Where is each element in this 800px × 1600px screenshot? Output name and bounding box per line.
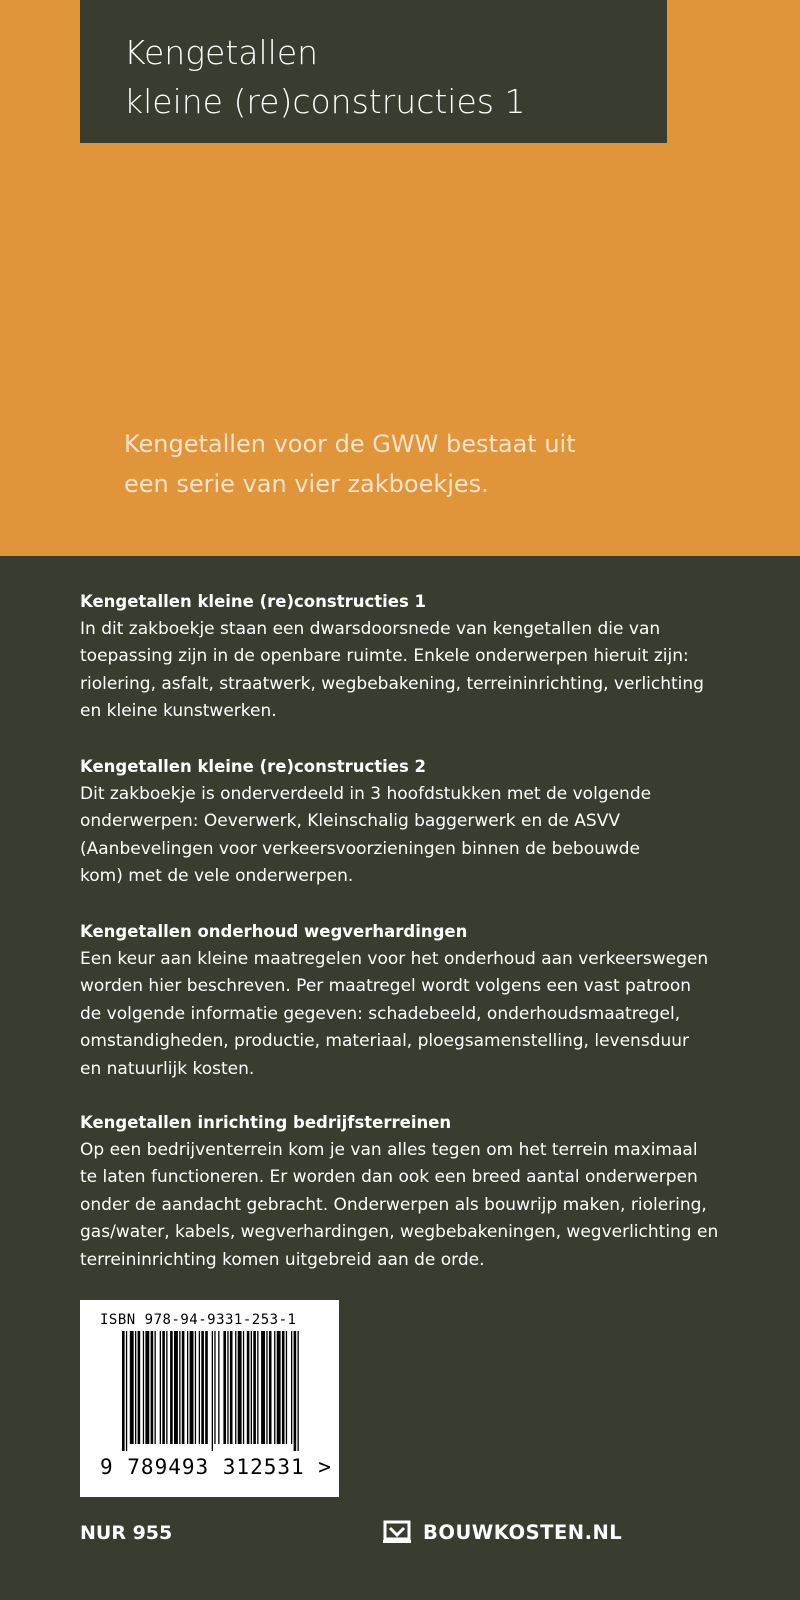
section-line: omstandigheden, productie, materiaal, ploegsamenstelling, levensduur	[80, 1031, 690, 1051]
section-line: kom) met de vele onderwerpen.	[80, 866, 354, 886]
section-line: onder de aandacht gebracht. Onderwerpen als bouwrijp maken, riolering,	[80, 1194, 707, 1215]
tagline-line-2: een serie van vier zakboekjes.	[124, 470, 489, 498]
barcode-bar	[238, 1331, 242, 1444]
barcode-bar	[294, 1331, 297, 1451]
barcode-bar	[135, 1331, 136, 1444]
section-line: terreininrichting komen uitgebreid aan de orde.	[80, 1249, 485, 1270]
barcode-bar	[235, 1331, 236, 1444]
section-heading: Kengetallen kleine (re)constructies 2	[80, 757, 427, 776]
barcode-bar	[160, 1331, 161, 1444]
section-heading: Kengetallen kleine (re)constructies 1	[80, 592, 427, 611]
barcode-bar	[266, 1331, 267, 1444]
barcode-bar	[212, 1331, 213, 1451]
barcode-bar	[214, 1331, 215, 1444]
section-line: en kleine kunstwerken.	[80, 701, 277, 721]
barcode-bar	[166, 1331, 167, 1444]
barcode-bar	[247, 1331, 250, 1444]
barcode-bar	[223, 1331, 226, 1444]
section-line: toepassing zijn in de openbare ruimte. Enkele onderwerpen hieruit zijn:	[80, 646, 689, 666]
section-line: gas/water, kabels, wegverhardingen, wegbebakeningen, wegverlichting en	[80, 1222, 719, 1242]
barcode-bar	[298, 1331, 299, 1451]
barcode-bar	[179, 1331, 180, 1444]
barcode-bar	[145, 1331, 149, 1444]
barcode-bar	[291, 1331, 292, 1444]
brand-name: BOUWKOSTEN.NL	[423, 1520, 623, 1544]
nur-code: NUR 955	[80, 1522, 173, 1544]
section-line: te laten functioneren. Er worden dan ook een breed aantal onderwerpen	[80, 1167, 698, 1187]
section-line: Op een bedrijventerrein kom je van alles tegen om het terrein maximaal	[80, 1139, 698, 1160]
barcode-bar	[126, 1331, 127, 1451]
barcode-bar	[269, 1331, 272, 1444]
section-kleine-reconstructies-2	[80, 753, 780, 891]
barcode-bar	[274, 1331, 275, 1444]
barcode-bar	[286, 1331, 287, 1444]
barcode-bar	[151, 1331, 154, 1444]
barcode-bar	[201, 1331, 204, 1444]
section-line: worden hier beschreven. Per maatregel wordt volgens een vast patroon	[80, 976, 692, 996]
barcode-bar	[170, 1331, 173, 1444]
isbn-barcode	[80, 1300, 339, 1497]
barcode-bar	[122, 1331, 125, 1451]
barcode-bar	[130, 1331, 134, 1444]
section-line: Dit zakboekje is onderverdeeld in 3 hoofdstukken met de volgende	[80, 783, 652, 804]
section-line: In dit zakboekje staan een dwarsdoorsnede van kengetallen die van	[80, 618, 661, 639]
publisher-brand	[383, 1520, 622, 1544]
barcode-bar	[253, 1331, 256, 1444]
section-heading: Kengetallen inrichting bedrijfsterreinen	[80, 1113, 452, 1132]
section-inrichting-bedrijfsterreinen	[80, 1109, 780, 1274]
barcode-bar	[230, 1331, 233, 1444]
section-heading: Kengetallen onderhoud wegverhardingen	[80, 922, 468, 941]
section-line: riolering, asfalt, straatwerk, wegbebakening, terreininrichting, verlichting	[80, 673, 704, 694]
barcode-bar	[162, 1331, 165, 1444]
section-line: en natuurlijk kosten.	[80, 1058, 255, 1079]
barcode-bar	[182, 1331, 185, 1444]
title-line-2: kleine (re)constructies 1	[124, 82, 526, 121]
barcode-bar	[218, 1331, 219, 1444]
barcode-bar	[174, 1331, 178, 1444]
barcode-bar	[261, 1331, 265, 1444]
barcode-bar	[257, 1331, 258, 1444]
tagline-line-1: Kengetallen voor de GWW bestaat uit	[124, 430, 576, 458]
section-onderhoud-wegverhardingen	[80, 918, 780, 1083]
bouwkosten-logo-icon	[383, 1520, 411, 1544]
barcode-bar	[205, 1331, 208, 1444]
barcode-bar	[195, 1331, 196, 1444]
barcode-bar	[277, 1331, 281, 1444]
barcode-bar	[243, 1331, 244, 1444]
barcode-bar	[190, 1331, 194, 1444]
section-line: Een keur aan kleine maatregelen voor het onderhoud aan verkeerswegen	[80, 948, 709, 969]
barcode-bar	[143, 1331, 144, 1444]
barcode-bar	[251, 1331, 252, 1444]
barcode-bar	[227, 1331, 228, 1444]
barcode-bar	[187, 1331, 188, 1444]
section-line: de volgende informatie gegeven: schadebeeld, onderhoudsmaatregel,	[80, 1003, 681, 1024]
barcode-bar	[155, 1331, 156, 1444]
title-box	[80, 0, 667, 143]
barcode-bars	[122, 1331, 302, 1451]
tagline	[124, 424, 724, 504]
title-line-1: Kengetallen	[124, 33, 319, 72]
barcode-bar	[138, 1331, 141, 1444]
section-line: onderwerpen: Oeverwerk, Kleinschalig baggerwerk en de ASVV	[80, 811, 620, 831]
isbn-label: ISBN 978-94-9331-253-1	[100, 1312, 297, 1328]
barcode-digits: 9 789493 312531 >	[100, 1455, 332, 1479]
barcode-bar	[199, 1331, 200, 1444]
barcode-bar	[282, 1331, 285, 1444]
section-line: (Aanbevelingen voor verkeersvoorzieningen binnen de bebouwde	[80, 838, 641, 859]
cover-top-panel	[0, 0, 800, 556]
section-kleine-reconstructies-1	[80, 588, 780, 726]
